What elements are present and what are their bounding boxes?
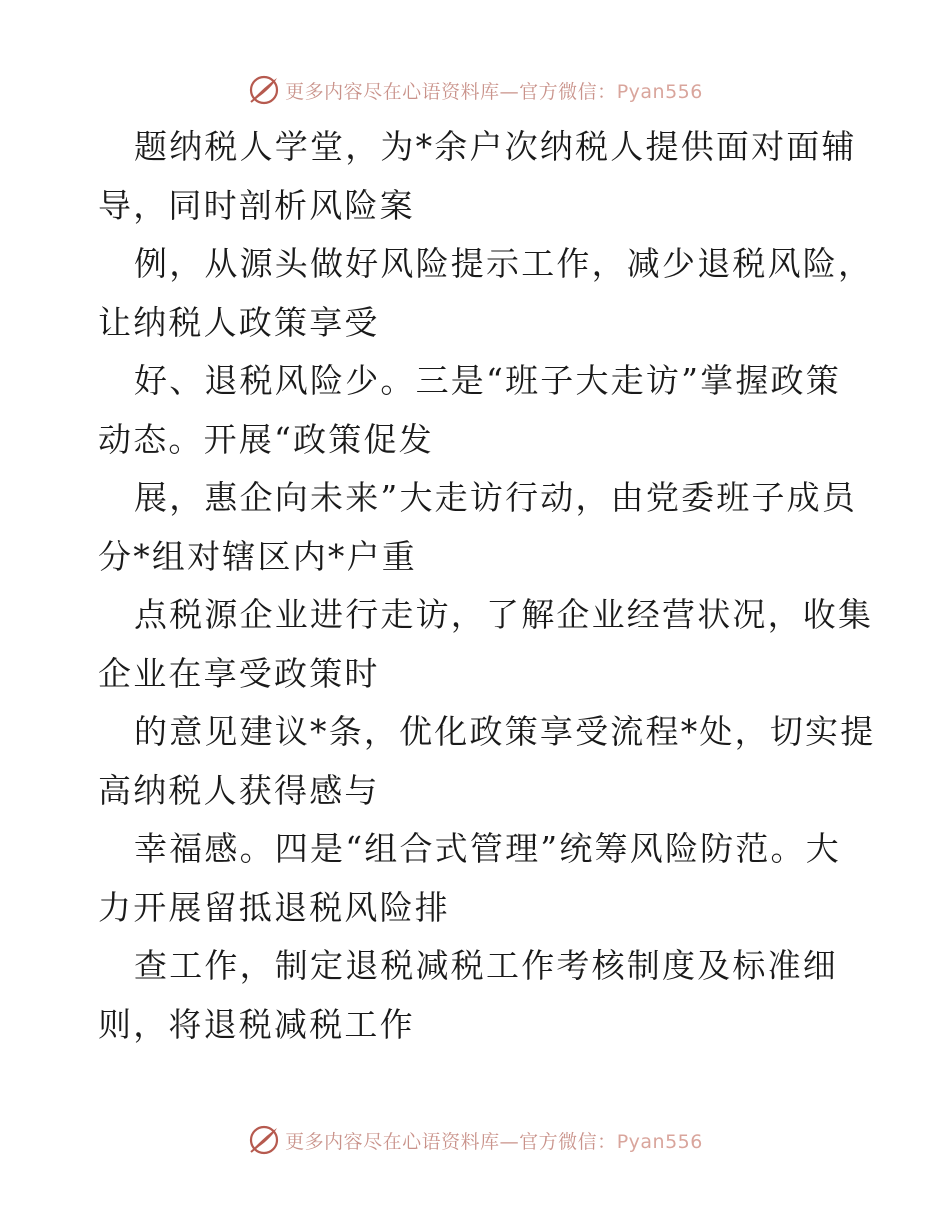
body-line: 例，从源头做好风险提示工作，减少退税风险， [134,244,874,283]
footer-contact-id: Pyan556 [616,1130,703,1153]
header-banner-text [285,77,703,104]
body-line: 让纳税人政策享受 [98,302,380,342]
quill-circle-logo-icon [247,73,281,107]
body-line: 查工作，制定退税减税工作考核制度及标准细 [134,946,838,985]
footer-site-text: 更多内容尽在心语资料库 [285,1130,500,1153]
body-line: 力开展留抵退税风险排 [98,887,450,927]
body-line: 导，同时剖析风险案 [98,185,415,225]
footer-separator: — [499,1130,520,1153]
body-line: 题纳税人学堂，为*余户次纳税人提供面对面辅 [134,127,857,166]
body-line: 则，将退税减税工作 [98,1004,415,1044]
body-line: 分*组对辖区内*户重 [98,536,417,576]
header-contact-id: Pyan556 [616,80,703,103]
body-line: 的意见建议*条，优化政策享受流程*处，切实提 [134,712,876,751]
body-line: 幸福感。四是“组合式管理”统筹风险防范。大 [134,829,841,868]
body-line: 高纳税人获得感与 [98,770,380,810]
body-line: 点税源企业进行走访，了解企业经营状况，收集 [134,595,874,634]
body-line: 好、退税风险少。三是“班子大走访”掌握政策 [134,361,841,400]
document-body [98,118,878,1054]
body-line: 展，惠企向未来”大走访行动，由党委班子成员 [134,478,858,517]
header-contact-label: 官方微信： [519,80,617,103]
header-separator: — [499,80,520,103]
footer-banner [0,1120,950,1160]
footer-contact-label: 官方微信： [519,1130,617,1153]
quill-circle-logo-icon [247,1123,281,1157]
body-line: 企业在享受政策时 [98,653,380,693]
header-banner [0,70,950,110]
footer-banner-text [285,1127,703,1154]
header-site-text: 更多内容尽在心语资料库 [285,80,500,103]
body-line: 动态。开展“政策促发 [98,419,434,459]
